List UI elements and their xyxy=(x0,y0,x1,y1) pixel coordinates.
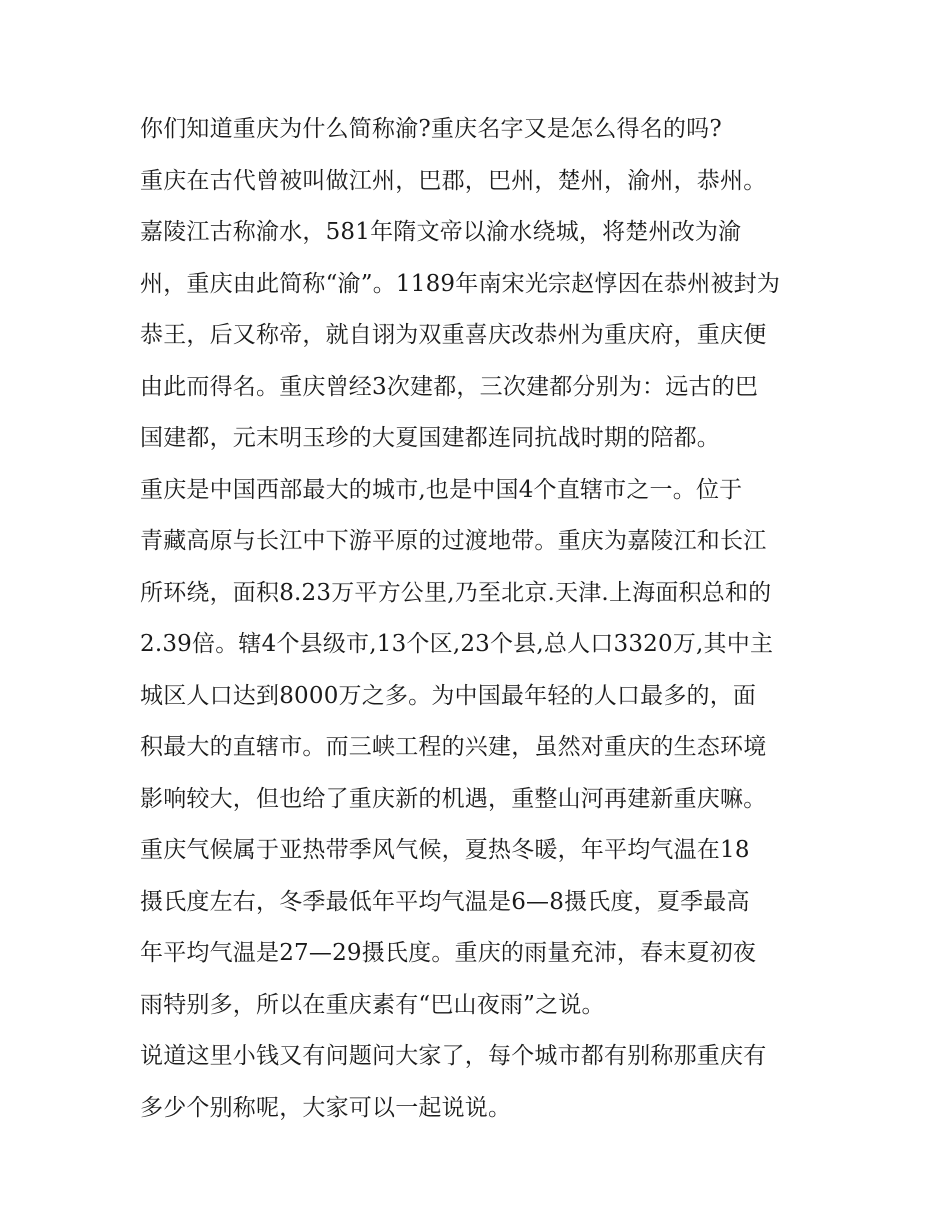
text-line: 嘉陵江古称渝水，581年隋文帝以渝水绕城，将楚州改为渝 xyxy=(140,219,742,245)
text-line: 积最大的直辖市。而三峡工程的兴建，虽然对重庆的生态环境 xyxy=(140,734,767,760)
text-line: 说道这里小钱又有问题问大家了，每个城市都有别称那重庆有 xyxy=(140,1043,767,1069)
text-line: 2.39倍。辖4个县级市,13个区,23个县,总人口3320万,其中主 xyxy=(140,631,774,657)
text-line: 城区人口达到8000万之多。为中国最年轻的人口最多的，面 xyxy=(140,682,757,709)
text-line: 州，重庆由此简称“渝”。1189年南宋光宗赵惇因在恭州被封为 xyxy=(140,270,781,297)
text-line: 重庆在古代曾被叫做江州，巴郡，巴州，楚州，渝州，恭州。 xyxy=(140,167,767,194)
text-line: 雨特别多，所以在重庆素有“巴山夜雨”之说。 xyxy=(140,991,605,1018)
text-line: 影响较大，但也给了重庆新的机遇，重整山河再建新重庆嘛。 xyxy=(140,785,767,812)
text-line: 摄氏度左右，冬季最低年平均气温是6—8摄氏度，夏季最高 xyxy=(140,888,750,915)
text-line: 国建都，元末明玉珍的大夏国建都连同抗战时期的陪都。 xyxy=(140,425,720,451)
text-line: 多少个别称呢，大家可以一起说说。 xyxy=(140,1094,512,1121)
text-line: 由此而得名。重庆曾经3次建都，三次建都分别为：远古的巴 xyxy=(140,373,759,400)
document-body xyxy=(140,104,820,1134)
text-line: 重庆是中国西部最大的城市,也是中国4个直辖市之一。位于 xyxy=(140,476,743,503)
text-line: 所环绕，面积8.23万平方公里,乃至北京.天津.上海面积总和的 xyxy=(140,579,772,606)
text-line: 青藏高原与长江中下游平原的过渡地带。重庆为嘉陵江和长江 xyxy=(140,528,767,554)
text-line: 恭王，后又称帝，就自诩为双重喜庆改恭州为重庆府，重庆便 xyxy=(140,322,767,348)
text-line: 你们知道重庆为什么简称渝?重庆名字又是怎么得名的吗? xyxy=(140,116,722,142)
text-line: 年平均气温是27—29摄氏度。重庆的雨量充沛，春末夏初夜 xyxy=(140,940,757,966)
text-line: 重庆气候属于亚热带季风气候，夏热冬暖，年平均气温在18 xyxy=(140,837,750,863)
